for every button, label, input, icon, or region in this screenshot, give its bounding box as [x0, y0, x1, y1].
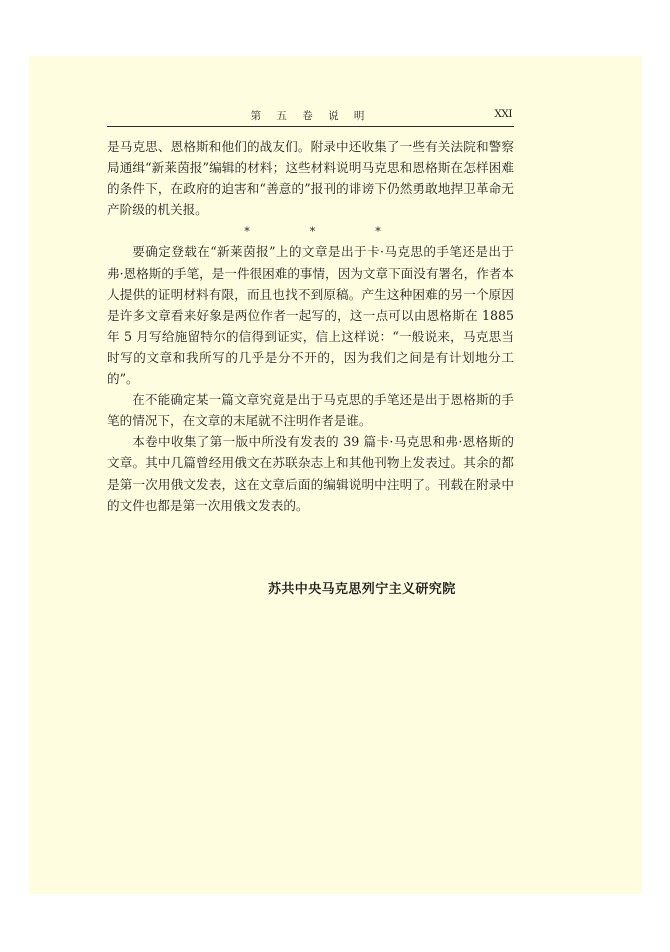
paragraph-2: 要确定登载在“新莱茵报”上的文章是出于卡·马克思的手笔还是出于弗·恩格斯的手笔，是一件很困难的事情，因为文章下面没有署名，作者本人提供的证明材料有限，而且也找不到原稿。产生这种困难的另一个原因是许多文章看来好象是两位作者一起写的，这一点可以由恩格斯在 1885 年 5 月写给施留特尔的信得到证实，信上这样说：“一般说来，马克思当时写的文章和我所写的几乎是分不开的，因为我们之间是有计划地分工的”。: [107, 244, 515, 387]
paragraph-1: 是马克思、恩格斯和他们的战友们。附录中还收集了一些有关法院和警察局通缉“新莱茵报”编辑的材料；这些材料说明马克思和恩格斯在怎样困难的条件下，在政府的迫害和“善意的”报刊的诽谤下仍然勇敢地捍卫革命无产阶级的机关报。: [107, 139, 514, 218]
page-number: XXI: [494, 108, 512, 120]
page-header: [107, 105, 514, 127]
separator-star: *: [244, 225, 250, 239]
signature: 苏共中央马克思列宁主义研究院: [268, 582, 456, 597]
running-title: 第 五 卷 说 明: [250, 110, 371, 122]
body-text: [107, 136, 514, 516]
separator-star: *: [375, 225, 381, 239]
paragraph-3: 在不能确定某一篇文章究竟是出于马克思的手笔还是出于恩格斯的手笔的情况下，在文章的末尾就不注明作者是谁。: [107, 392, 514, 429]
section-separator: [107, 220, 514, 241]
paragraph-4: 本卷中收集了第一版中所没有发表的 39 篇卡·马克思和弗·恩格斯的文章。其中几篇曾经用俄文在苏联杂志上和其他刊物上发表过。其余的都是第一次用俄文发表，这在文章后面的编辑说明中注明了。刊载在附录中的文件也都是第一次用俄文发表的。: [107, 434, 514, 513]
separator-star: *: [309, 225, 316, 239]
